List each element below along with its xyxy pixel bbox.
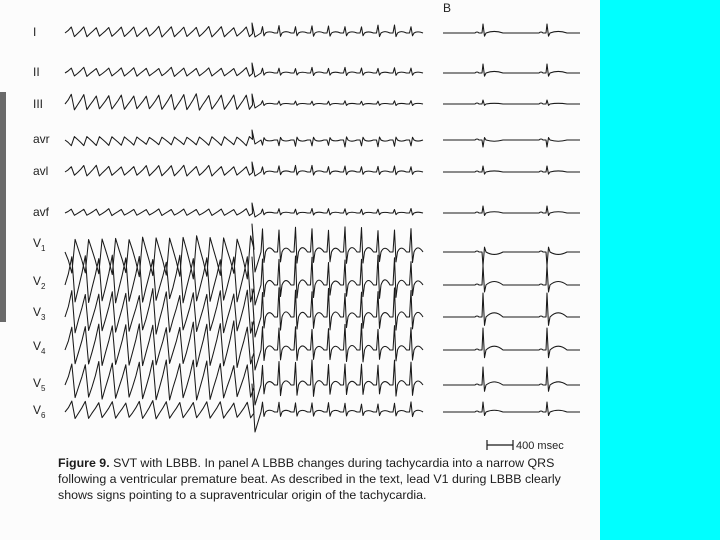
ecg-trace bbox=[443, 166, 580, 174]
ecg-trace bbox=[443, 367, 580, 391]
figure-caption bbox=[58, 455, 588, 503]
lead-label: III bbox=[33, 97, 44, 111]
lead-label: $V_3$ bbox=[33, 305, 46, 322]
ecg-trace bbox=[443, 265, 580, 292]
lead-label: avl bbox=[33, 164, 49, 178]
lead-label: $V_2$ bbox=[33, 274, 46, 291]
panel-a-traces bbox=[65, 23, 423, 432]
ecg-trace bbox=[65, 203, 423, 217]
panel-b-label: B bbox=[443, 1, 452, 15]
ecg-trace bbox=[65, 63, 423, 77]
lead-label: $V_1$ bbox=[33, 236, 46, 253]
ecg-trace bbox=[443, 293, 580, 325]
ecg-trace bbox=[443, 64, 580, 76]
lead-label: avr bbox=[33, 132, 50, 146]
ecg-trace bbox=[65, 94, 423, 110]
ecg-trace bbox=[65, 162, 423, 176]
scale-bar bbox=[487, 440, 564, 452]
ecg-trace bbox=[65, 130, 423, 147]
accent-side-bar bbox=[600, 0, 720, 540]
ecg-trace bbox=[443, 138, 580, 147]
lead-label: $V_6$ bbox=[33, 403, 46, 420]
lead-label: II bbox=[33, 65, 40, 79]
caption-text: SVT with LBBB. In panel A LBBB changes during tachycardia into a narrow QRS following a ventricular premature beat. As described in the text, lead V1 during LBBB clearly shows signs pointing to a supraventricular origin of the tachycardia. bbox=[58, 456, 561, 502]
ecg-trace bbox=[443, 100, 580, 105]
ecg-trace bbox=[443, 24, 580, 36]
ecg-trace bbox=[443, 328, 580, 358]
ecg-trace bbox=[65, 23, 423, 37]
caption-label: Figure 9. bbox=[58, 456, 110, 470]
ecg-trace bbox=[443, 402, 580, 416]
lead-label: $V_5$ bbox=[33, 376, 46, 393]
panel-b-traces bbox=[443, 24, 580, 416]
ecg-trace bbox=[65, 357, 423, 405]
scale-bar-label: 400 msec bbox=[516, 440, 564, 452]
ecg-trace bbox=[65, 384, 423, 432]
lead-label: avf bbox=[33, 205, 50, 219]
ecg-trace bbox=[443, 206, 580, 215]
ecg-trace bbox=[65, 321, 423, 370]
lead-label: $V_4$ bbox=[33, 339, 46, 356]
lead-label: I bbox=[33, 25, 37, 39]
ecg-trace bbox=[65, 288, 423, 337]
lead-labels bbox=[33, 25, 50, 420]
ecg-trace bbox=[443, 247, 580, 266]
